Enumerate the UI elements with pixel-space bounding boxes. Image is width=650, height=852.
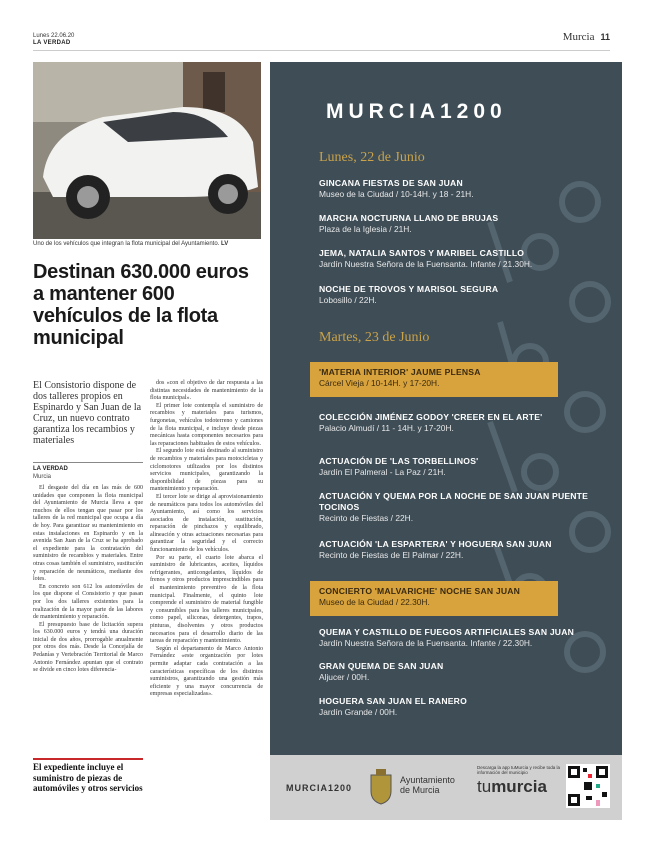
byline-place: Murcia [33,474,52,480]
event-item [319,491,619,524]
event-place-time: Jardín El Palmeral - La Paz / 21H. [319,467,446,477]
event-title: MARCHA NOCTURNA LLANO DE BRUJAS [319,213,499,223]
newspaper-name: LA VERDAD [33,40,71,46]
poster-footer [270,755,622,820]
paragraph: El segundo lote está destinado al suministro de recambios y materiales para motocicletas y ciclomotores utilizados por los distintos servicios municipales, garantizando la disponibilidad de piezas para su mantenimiento y reparación. [150,448,263,493]
section-label [563,31,610,43]
article-subhead: El Consistorio dispone de dos talleres propios en Espinardo y San Juan de la Cruz, un nuevo contrato garantiza los recambios y materiales [33,380,142,446]
event-item [319,367,549,389]
byline-rule [33,462,143,463]
event-place-time: Museo de la Ciudad / 10-14H. y 18 - 21H. [319,189,474,199]
paragraph: El primer lote contempla el suministro de recambios y materiales para turismos, furgonetas, vehículos todoterreno y camiones de la flota municipal, e incluye desde piezas mecánicas hasta componentes necesarios para las reparaciones habituales de estos vehículos. [150,402,263,447]
section-name: Murcia [562,31,595,43]
app-name: murcia [491,777,547,796]
event-place-time: Recinto de Fiestas de El Palmar / 22H. [319,550,464,560]
event-item [319,213,619,235]
event-place-time: Recinto de Fiestas / 22H. [319,513,414,523]
paragraph: Por su parte, el cuarto lote abarca el suministro de lubricantes, aceites, líquidos refrigerantes, anticongelantes, líquidos de frenos y otros productos imprescindibles para el mantenimiento preventivo de la flota municipal. Finalmente, el quinto lote comprende el suministro de material fungible y consumibles para los talleres municipales, como papel, siliconas, detergentes, trapos, pinturas, disolventes y otros productos necesarios para el desarrollo diario de las tareas de reparación y mantenimiento. [150,554,263,645]
event-title: CONCIERTO 'MALVARICHE' NOCHE SAN JUAN [319,586,521,596]
event-place-time: Cárcel Vieja / 10-14H. y 17-20H. [319,378,440,388]
event-item [319,178,619,200]
article-headline: Destinan 630.000 euros a mantener 600 vehículos de la flota municipal [33,261,249,349]
event-item [319,586,549,608]
event-place-time: Jardín Nuestra Señora de la Fuensanta. Infante / 21.30H. [319,259,533,269]
event-title: NOCHE DE TROVOS Y MARISOL SEGURA [319,284,499,294]
paragraph: dos «con el objetivo de dar respuesta a las distintas necesidades de mantenimiento de la flota municipal». [150,380,263,402]
event-place-time: Jardín Nuestra Señora de la Fuensanta. Infante / 22.30H. [319,638,533,648]
qr-code-icon [566,764,610,808]
qr-code[interactable] [566,764,610,808]
events-poster [270,62,622,820]
paragraph: El desgaste del día en las más de 600 unidades que componen la flota municipal del Ayuntamiento de Murcia lleva a que muchos de ellos tengan que pasar por los talleres de la red municipal que ocupa a día de hoy. Para garantizar su mantenimiento en estas instalaciones en Espinardo y en la avenida San Juan de la Cruz se ha aprobado el expediente para la contratación del suministro de recambios y materiales. Entre otras cosas también el suministro, sustitución y reparación de neumáticos, mediante dos lotes. [33,485,143,583]
paragraph: El tercer lote se dirige al aprovisionamiento de neumáticos para todos los automóviles del Ayuntamiento, así como los servicios asociados de instalación, sustitución, reparación de pinchazos y equilibrado, alineación y otras actuaciones necesarias para garantizar la seguridad y el correcto funcionamiento de los vehículos. [150,493,263,554]
coat-of-arms-icon [368,769,394,805]
pull-quote: El expediente incluye el suministro de piezas de automóviles y otros servicios [33,762,143,793]
footer-murcia-logo: MURCIA1200 [286,783,353,793]
app-download-note: Descarga la app tuMurcia y recibe toda la información del municipio [477,765,561,775]
paragraph: En concreto son 612 los automóviles de los que dispone el Consistorio y que pasan por los dos talleres existentes para la realización de la mayor parte de las labores de mantenimiento y reparación. [33,583,143,621]
event-item [319,696,619,718]
issue-date: Lunes 22.06.20 [33,33,75,39]
event-title: ACTUACIÓN 'LA ESPARTERA' Y HOGUERA SAN JUAN [319,539,552,549]
byline: LA VERDAD [33,466,68,472]
event-item [319,627,619,649]
event-title: ACTUACIÓN DE 'LAS TORBELLINOS' [319,456,479,466]
event-place-time: Museo de la Ciudad / 22.30H. [319,597,430,607]
event-title: JEMA, NATALIA SANTOS Y MARIBEL CASTILLO [319,248,525,258]
event-title: COLECCIÓN JIMÉNEZ GODOY 'CREER EN EL ARTE' [319,412,543,422]
article-column-2 [150,380,263,699]
header-rule [33,50,610,51]
article-photo [33,62,261,239]
event-title: ACTUACIÓN Y QUEMA POR LA NOCHE DE SAN JUAN PUENTE TOCINOS [319,491,589,512]
event-item [319,456,619,478]
event-place-time: Jardín Grande / 00H. [319,707,398,717]
article-column-1 [33,485,143,675]
tumurcia-logo [477,777,547,797]
paragraph: Según el departamento de Marco Antonio Fernández «este organización por lotes permite adaptar cada contratación a las características específicas de los distintos suministros, garantizando una gestión más eficiente y una mayor concurrencia de empresas especializadas». [150,645,263,698]
murcia-1200-logo: MURCIA1200 [326,100,507,123]
event-place-time: Palacio Almudí / 11 - 14H. y 17-20H. [319,423,454,433]
ayuntamiento-logo [400,775,455,795]
car-photo-illustration [33,62,261,239]
event-item [319,248,619,270]
paragraph: El presupuesto base de licitación supera los 630.000 euros y tendrá una duración inicial de dos años, prorrogable anualmente por otros dos más. Desde la Concejalía de Pedanías y Vertebración Territorial de Marco Antonio Fernández apuntan que el contrato se divide en cinco lotes diferencia- [33,621,143,674]
caption-text: Uno de los vehículos que integran la flota municipal del Ayuntamiento. [33,241,220,247]
event-item [319,661,619,683]
photo-credit: LV [221,241,229,247]
app-prefix: tu [477,777,492,796]
event-place-time: Lobosillo / 22H. [319,295,377,305]
event-title: GRAN QUEMA DE SAN JUAN [319,661,444,671]
day-title: Lunes, 22 de Junio [319,150,425,165]
event-item [319,539,619,561]
pull-quote-bar [33,758,143,760]
event-place-time: Aljucer / 00H. [319,672,370,682]
event-title: GINCANA FIESTAS DE SAN JUAN [319,178,463,188]
event-item [319,284,619,306]
page-number: 11 [600,32,610,42]
event-title: HOGUERA SAN JUAN EL RANERO [319,696,467,706]
event-title: 'MATERIA INTERIOR' JAUME PLENSA [319,367,481,377]
ayuntamiento-line-2: de Murcia [400,785,440,795]
day-title: Martes, 23 de Junio [319,330,430,345]
ayuntamiento-line-1: Ayuntamiento [400,775,455,785]
photo-caption [33,241,273,247]
event-item [319,412,619,434]
event-place-time: Plaza de la Iglesia / 21H. [319,224,412,234]
event-title: QUEMA Y CASTILLO DE FUEGOS ARTIFICIALES SAN JUAN [319,627,575,637]
